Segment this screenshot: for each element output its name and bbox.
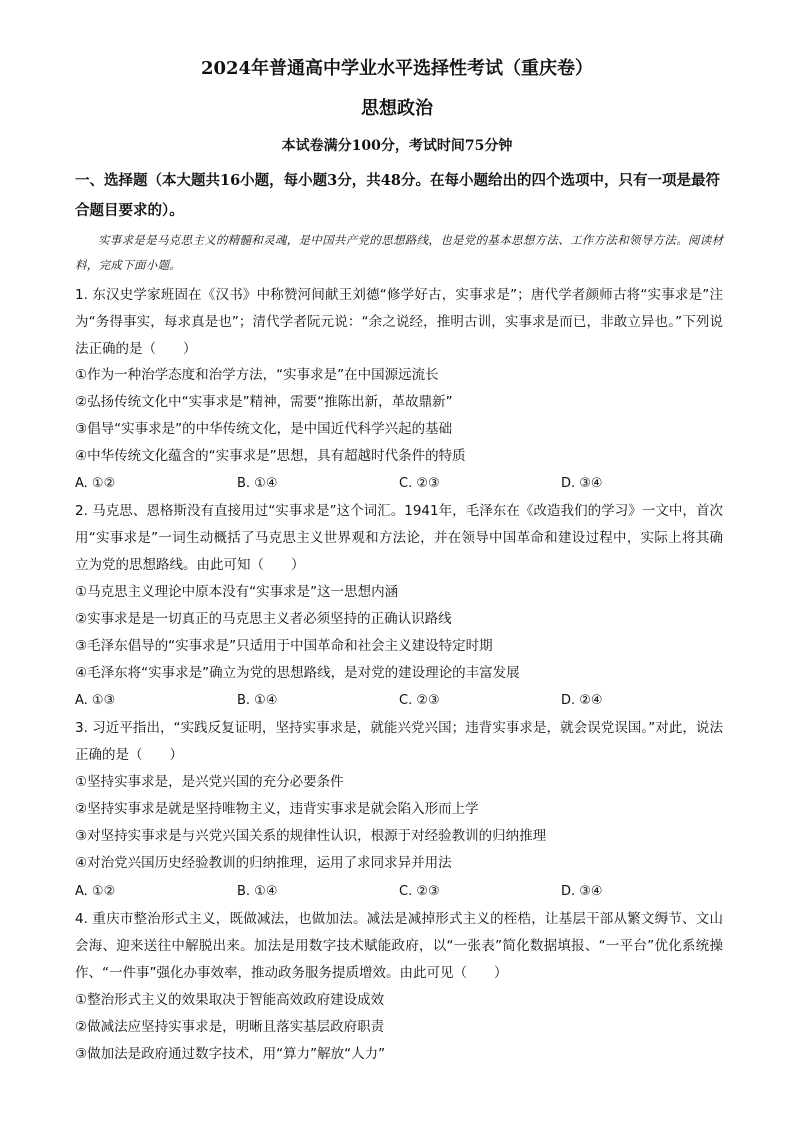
question-3-stem: 3. 习近平指出，“实践反复证明，坚持实事求是，就能兴党兴国；违背实事求是，就会误党误国。”对此，说法正确的是（ ） [75,720,723,763]
exam-title: 2024年普通高中学业水平选择性考试（重庆卷） [200,58,594,79]
question-1-choice-b[interactable]: B. ①④ [237,476,278,491]
question-3-choice-a[interactable]: A. ①② [75,884,116,899]
question-3-option-3: ③对坚持实事求是与兴党兴国关系的规律性认识，根源于对经验教训的归纳推理 [75,828,547,844]
question-2-stem: 2. 马克思、恩格斯没有直接用过“实事求是”这个词汇。1941年，毛泽东在《改造我们的学习》一文中，首次用“实事求是”一词生动概括了马克思主义世界观和方法论，并在领导中国革命和建设过程中，实际上将其确立为党的思想路线。由此可知（ ） [75,503,723,573]
question-2-option-1: ①马克思主义理论中原本没有“实事求是”这一思想内涵 [75,584,399,600]
question-2-choice-b[interactable]: B. ①④ [237,693,278,708]
exam-info: 本试卷满分100分，考试时间75分钟 [281,138,513,154]
question-4-option-1: ①整治形式主义的效果取决于智能高效政府建设成效 [75,992,385,1008]
material-intro: 实事求是是马克思主义的精髓和灵魂，是中国共产党的思想路线，也是党的基本思想方法、工作方法和领导方法。阅读材料，完成下面小题。 [75,233,724,272]
question-2-option-3: ③毛泽东倡导的“实事求是”只适用于中国革命和社会主义建设特定时期 [75,638,493,654]
question-2-choice-c[interactable]: C. ②③ [399,693,440,708]
section-heading: 一、选择题（本大题共16小题，每小题3分，共48分。在每小题给出的四个选项中，只有一项是最符合题目要求的）。 [75,172,720,219]
question-2-choice-a[interactable]: A. ①③ [75,693,116,708]
question-1-choice-d[interactable]: D. ③④ [561,476,603,491]
question-4-option-3: ③做加法是政府通过数字技术，用“算力”解放“人力” [75,1046,386,1062]
question-3-choice-d[interactable]: D. ③④ [561,884,603,899]
question-3-option-4: ④对治党兴国历史经验教训的归纳推理，运用了求同求异并用法 [75,855,452,871]
question-1-option-2: ②弘扬传统文化中“实事求是”精神，需要“推陈出新，革故鼎新” [75,394,453,410]
question-4-stem: 4. 重庆市整治形式主义，既做减法，也做加法。减法是减掉形式主义的桎梏，让基层干部从繁文缛节、文山会海、迎来送往中解脱出来。加法是用数字技术赋能政府，以“一张表”简化数据填报、“一平台”优化系统操作、“一件事”强化办事效率，推动政务服务提质增效。由此可见（ ） [75,911,723,981]
question-3-option-1: ①坚持实事求是，是兴党兴国的充分必要条件 [75,774,344,790]
question-3-choice-c[interactable]: C. ②③ [399,884,440,899]
question-2-option-2: ②实事求是是一切真正的马克思主义者必须坚持的正确认识路线 [75,611,452,627]
question-1-choices [75,473,735,495]
question-1-option-3: ③倡导“实事求是”的中华传统文化，是中国近代科学兴起的基础 [75,421,453,437]
question-3-option-2: ②坚持实事求是就是坚持唯物主义，违背实事求是就会陷入形而上学 [75,801,479,817]
question-2-option-4: ④毛泽东将“实事求是”确立为党的思想路线，是对党的建设理论的丰富发展 [75,665,520,681]
question-1-choice-a[interactable]: A. ①② [75,476,116,491]
question-3-choice-b[interactable]: B. ①④ [237,884,278,899]
question-4-option-2: ②做减法应坚持实事求是，明晰且落实基层政府职责 [75,1019,385,1035]
question-1-stem: 1. 东汉史学家班固在《汉书》中称赞河间献王刘德“修学好古，实事求是”；唐代学者颜师古将“实事求是”注为“务得事实，每求真是也”；清代学者阮元说：“余之说经，推明古训，实事求是而已，非敢立异也。”下列说法正确的是（ ） [75,287,723,357]
question-1-option-4: ④中华传统文化蕴含的“实事求是”思想，具有超越时代条件的特质 [75,448,466,464]
subject-title: 思想政治 [361,98,433,119]
question-2-choice-d[interactable]: D. ②④ [561,693,603,708]
question-1-option-1: ①作为一种治学态度和治学方法，“实事求是”在中国源远流长 [75,367,439,383]
question-1-choice-c[interactable]: C. ②③ [399,476,440,491]
question-3-choices [75,881,735,903]
question-2-choices [75,690,735,712]
